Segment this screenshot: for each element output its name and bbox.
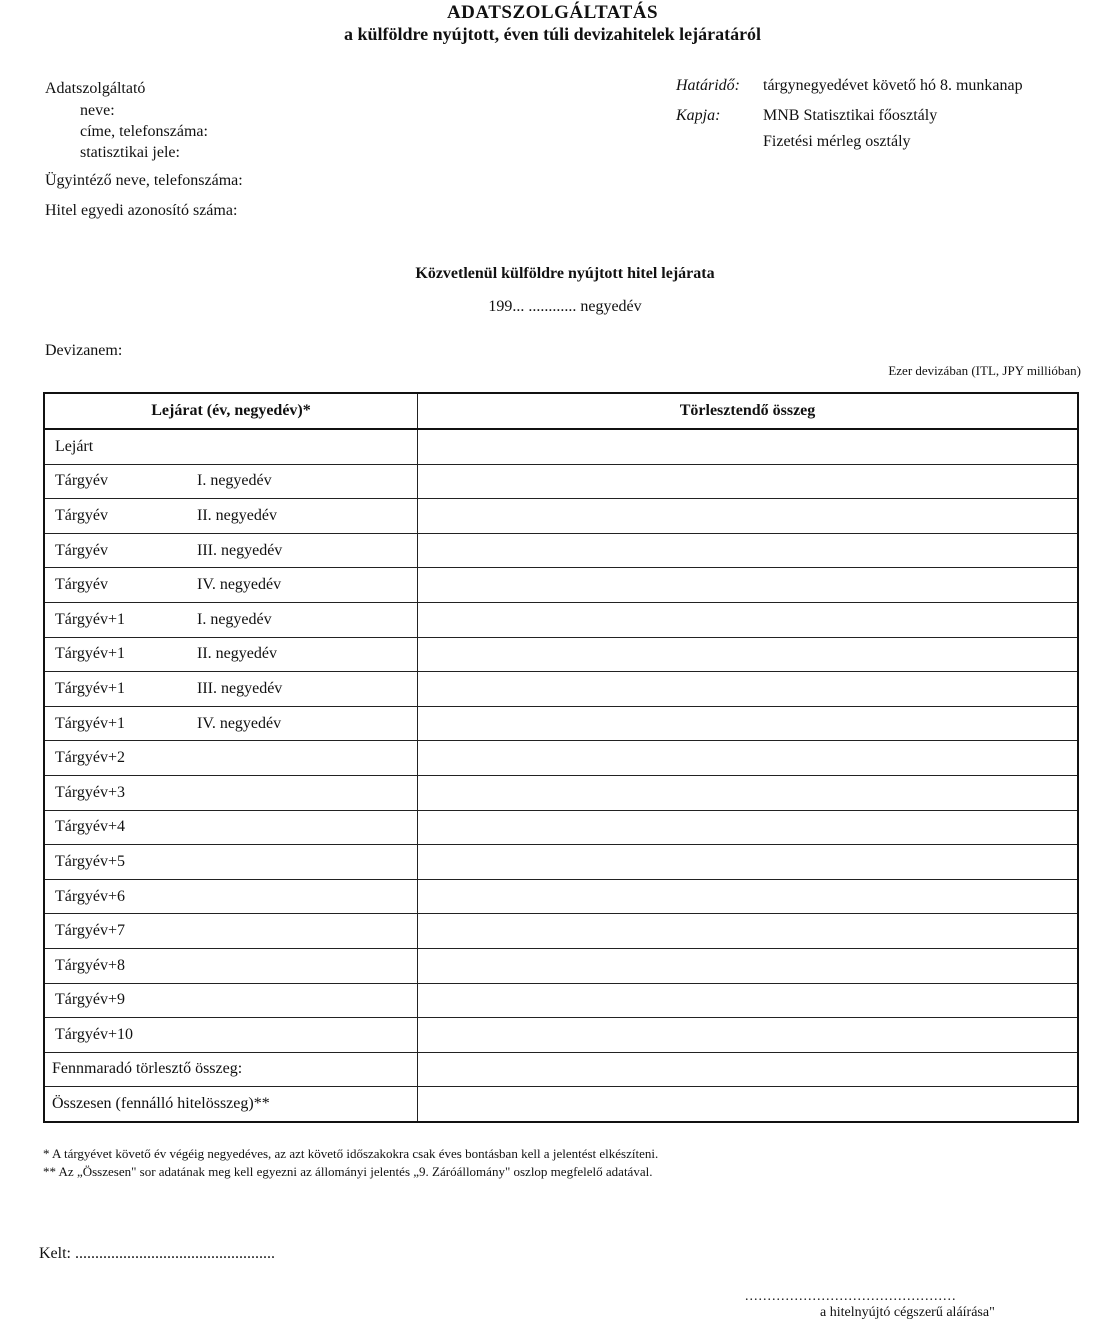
table-row: [44, 499, 1078, 534]
amount-cell[interactable]: [418, 741, 1079, 776]
amount-cell[interactable]: [418, 637, 1079, 672]
amount-cell[interactable]: [418, 706, 1079, 741]
col-amount-header: Törlesztendő összeg: [418, 393, 1079, 429]
total-row-label: Összesen (fennálló hitelösszeg)**: [44, 1087, 418, 1122]
maturity-year: Tárgyév+1: [55, 610, 126, 628]
table-row: [44, 672, 1078, 707]
table-row: [44, 983, 1078, 1018]
maturity-cell: [44, 983, 418, 1018]
maturity-quarter: IV. negyedév: [197, 576, 282, 594]
amount-cell[interactable]: [418, 499, 1079, 534]
maturity-year: Tárgyév+9: [55, 991, 126, 1009]
footnote-1: * A tárgyévet követő év végéig negyedéves, az azt követő időszakokra csak éves bontásban kell a jelentést elkészíteni.: [43, 1146, 659, 1161]
table-row: [44, 775, 1078, 810]
maturity-quarter: III. negyedév: [197, 679, 283, 697]
footnote-2: ** Az „Összesen" sor adatának meg kell egyezni az állományi jelentés „9. Záróállomány" oszlop megfelelő adatával.: [43, 1164, 653, 1179]
maturity-quarter: III. negyedév: [197, 541, 283, 559]
maturity-cell: [44, 775, 418, 810]
maturity-year: Tárgyév+1: [55, 714, 126, 732]
amount-cell[interactable]: [418, 672, 1079, 707]
maturity-year: Tárgyév: [55, 472, 109, 490]
amount-cell[interactable]: [418, 533, 1079, 568]
maturity-year: Tárgyév: [55, 506, 109, 524]
maturity-year: Lejárt: [55, 437, 94, 455]
table-row: [44, 948, 1078, 983]
amount-cell[interactable]: [418, 1052, 1079, 1087]
maturity-cell: [44, 672, 418, 707]
amount-cell[interactable]: [418, 1087, 1079, 1122]
amount-cell[interactable]: [418, 879, 1079, 914]
maturity-year: Tárgyév+8: [55, 956, 126, 974]
table-header-row: [44, 393, 1078, 429]
currency-label: Devizanem:: [45, 342, 123, 359]
maturity-quarter: I. negyedév: [197, 610, 272, 628]
deadline-label: Határidő:: [676, 77, 740, 94]
maturity-quarter: II. negyedév: [197, 645, 277, 663]
amount-cell[interactable]: [418, 464, 1079, 499]
maturity-quarter: IV. negyedév: [197, 714, 282, 732]
col-maturity-header: Lejárat (év, negyedév)*: [44, 393, 418, 429]
maturity-cell: [44, 602, 418, 637]
maturity-cell: [44, 706, 418, 741]
table-row: [44, 879, 1078, 914]
maturity-year: Tárgyév+5: [55, 852, 126, 870]
maturity-year: Tárgyév+7: [55, 922, 126, 940]
amount-cell[interactable]: [418, 1018, 1079, 1053]
provider-name-label: neve:: [80, 102, 115, 119]
maturity-year: Tárgyév+1: [55, 645, 126, 663]
table-row: [44, 706, 1078, 741]
table-row: [44, 1018, 1078, 1053]
maturity-year: Tárgyév: [55, 576, 109, 594]
table-row: [44, 741, 1078, 776]
amount-cell[interactable]: [418, 948, 1079, 983]
signature-label: a hitelnyújtó cégszerű aláírása": [820, 1305, 995, 1320]
remaining-row-label: Fennmaradó törlesztő összeg:: [44, 1052, 418, 1087]
maturity-cell: [44, 914, 418, 949]
total-row: [44, 1087, 1078, 1122]
loan-id-label: Hitel egyedi azonosító száma:: [45, 202, 238, 219]
clerk-label: Ügyintéző neve, telefonszáma:: [45, 172, 243, 189]
table-body: [44, 429, 1078, 1122]
maturity-table: [43, 392, 1079, 1123]
maturity-year: Tárgyév+10: [55, 1025, 134, 1043]
form-subtitle: a külföldre nyújtott, éven túli devizahitelek lejáratáról: [343, 24, 762, 44]
maturity-cell: [44, 845, 418, 880]
form-title: ADATSZOLGÁLTATÁS: [446, 2, 659, 23]
amount-cell[interactable]: [418, 914, 1079, 949]
maturity-year: Tárgyév+6: [55, 887, 126, 905]
provider-address-label: címe, telefonszáma:: [80, 123, 208, 140]
maturity-cell: [44, 429, 418, 464]
amount-cell[interactable]: [418, 775, 1079, 810]
provider-heading: Adatszolgáltató: [45, 80, 146, 97]
maturity-cell: [44, 637, 418, 672]
maturity-cell: [44, 464, 418, 499]
table-row: [44, 914, 1078, 949]
table-row: [44, 533, 1078, 568]
date-line: Kelt: ..................................................: [39, 1245, 275, 1262]
amount-cell[interactable]: [418, 845, 1079, 880]
remaining-row: [44, 1052, 1078, 1087]
table-row: [44, 637, 1078, 672]
table-row: [44, 602, 1078, 637]
maturity-quarter: II. negyedév: [197, 506, 277, 524]
amount-cell[interactable]: [418, 568, 1079, 603]
maturity-year: Tárgyév+3: [55, 783, 126, 801]
provider-statid-label: statisztikai jele:: [80, 144, 180, 161]
table-row: [44, 845, 1078, 880]
table-row: [44, 429, 1078, 464]
maturity-cell: [44, 568, 418, 603]
table-row: [44, 810, 1078, 845]
signature-line: ...............................................: [745, 1289, 957, 1304]
deadline-value: tárgynegyedévet követő hó 8. munkanap: [763, 77, 1023, 94]
maturity-cell: [44, 533, 418, 568]
recipient-line1: MNB Statisztikai főosztály: [763, 107, 938, 124]
maturity-year: Tárgyév+1: [55, 679, 126, 697]
maturity-cell: [44, 1018, 418, 1053]
table-row: [44, 464, 1078, 499]
maturity-cell: [44, 499, 418, 534]
maturity-year: Tárgyév+4: [55, 818, 126, 836]
recipient-line2: Fizetési mérleg osztály: [763, 133, 911, 150]
unit-note: Ezer devizában (ITL, JPY millióban): [888, 363, 1081, 378]
maturity-year: Tárgyév+2: [55, 749, 126, 767]
section-title: Közvetlenül külföldre nyújtott hitel lejárata: [415, 265, 715, 282]
table-row: [44, 568, 1078, 603]
maturity-cell: [44, 741, 418, 776]
recipient-label: Kapja:: [676, 107, 721, 124]
maturity-cell: [44, 948, 418, 983]
amount-cell[interactable]: [418, 429, 1079, 464]
maturity-year: Tárgyév: [55, 541, 109, 559]
amount-cell[interactable]: [418, 983, 1079, 1018]
maturity-cell: [44, 810, 418, 845]
period-line: 199... ............ negyedév: [488, 298, 642, 315]
amount-cell[interactable]: [418, 810, 1079, 845]
amount-cell[interactable]: [418, 602, 1079, 637]
maturity-cell: [44, 879, 418, 914]
maturity-quarter: I. negyedév: [197, 472, 272, 490]
